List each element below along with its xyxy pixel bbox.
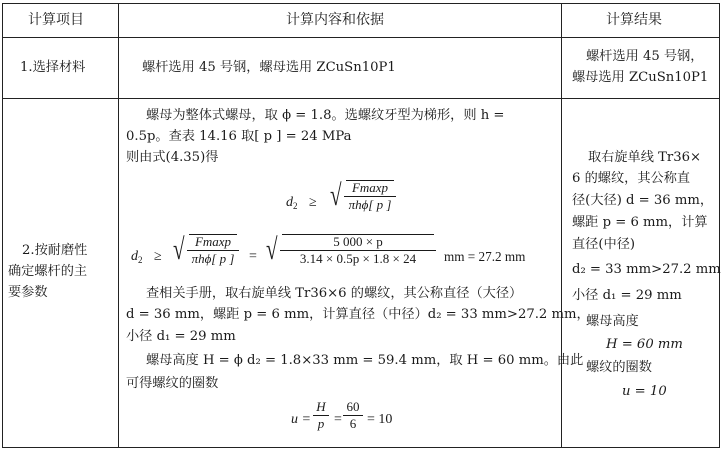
- sqrt-symbol-3: √: [266, 233, 278, 266]
- formula3-fraction-1: H p: [313, 399, 329, 432]
- formula3-fraction-2: 60 6: [343, 399, 363, 432]
- header-divider: [2, 37, 720, 38]
- result-line-7: 小径 d₁ = 29 mm: [572, 288, 682, 303]
- sqrt-symbol-2: √: [173, 233, 185, 266]
- formula2-fraction-2: 5 000 × p 3.14 × 0.5p × 1.8 × 24: [280, 234, 436, 267]
- content-line-8: 可得螺纹的圈数: [126, 376, 219, 391]
- header-col-result: 计算结果: [606, 12, 662, 28]
- result-line-3: 径(大径) d = 36 mm，: [572, 193, 714, 208]
- table-border-bottom: [2, 447, 720, 448]
- formula1-op: ≥: [309, 195, 317, 210]
- result-line-2: 6 的螺纹，其公称直: [572, 171, 691, 186]
- content-line-6: 小径 d₁ = 29 mm: [126, 329, 236, 344]
- result-line-6: d₂ = 33 mm>27.2 mm: [572, 262, 721, 277]
- header-col-content: 计算内容和依据: [286, 12, 384, 28]
- formula2-result: mm = 27.2 mm: [444, 249, 526, 264]
- content-line-5: d = 36 mm，螺距 p = 6 mm，计算直径（中径）d₂ = 33 mm>27.2 mm，: [126, 307, 590, 322]
- header-col-item: 计算项目: [28, 12, 84, 28]
- formula2-op: ≥: [154, 249, 162, 264]
- content-line-3: 则由式(4.35)得: [126, 150, 219, 165]
- column-divider-1: [118, 3, 119, 448]
- formula2-fraction-1: Fmaxp πhϕ[ p ]: [187, 234, 239, 267]
- row1-content: 螺杆选用 45 号钢，螺母选用 ZCuSn10P1: [142, 60, 396, 75]
- row1-item: 1.选择材料: [20, 60, 86, 75]
- formula2-lhs: $d_2$: [131, 249, 143, 265]
- content-line-1: 螺母为整体式螺母，取 ϕ = 1.8。选螺纹牙型为梯形，则 h =: [146, 108, 505, 123]
- result-line-5: 直径(中径): [572, 237, 636, 252]
- row1-result-line1: 螺杆选用 45 号钢，: [586, 49, 704, 64]
- result-line-10: 螺纹的圈数: [586, 360, 652, 375]
- formula2-eq: =: [249, 249, 257, 264]
- result-line-11: u = 10: [622, 384, 667, 399]
- row2-item-line1: 2.按耐磨性: [22, 243, 88, 258]
- row-divider: [2, 98, 720, 99]
- formula1-lhs: $d_2$: [286, 195, 298, 211]
- formula1-fraction: Fmaxp πhϕ[ p ]: [344, 180, 396, 213]
- content-line-7: 螺母高度 H = ϕ d₂ = 1.8×33 mm = 59.4 mm，取 H = 60 mm。由此: [146, 353, 584, 368]
- table-border-top: [2, 3, 720, 4]
- column-divider-2: [561, 3, 562, 448]
- content-line-4: 查相关手册，取右旋单线 Tr36×6 的螺纹，其公称直径（大径）: [146, 286, 523, 301]
- result-line-1: 取右旋单线 Tr36×: [588, 150, 702, 165]
- table-border-right: [719, 3, 720, 448]
- formula3-lhs: u =: [291, 412, 311, 427]
- row2-item-line3: 要参数: [8, 285, 48, 300]
- result-line-9: H = 60 mm: [606, 337, 683, 352]
- table-border-left: [2, 3, 3, 448]
- result-line-4: 螺距 p = 6 mm，计算: [572, 215, 708, 230]
- row2-item-line2: 确定螺杆的主: [8, 264, 88, 279]
- formula3-eq: =: [334, 412, 342, 427]
- sqrt-symbol: √: [330, 179, 342, 212]
- formula3-tail: = 10: [367, 412, 393, 427]
- result-line-8: 螺母高度: [586, 314, 639, 329]
- row1-result-line2: 螺母选用 ZCuSn10P1: [572, 70, 709, 85]
- content-line-2: 0.5p。查表 14.16 取[ p ] = 24 MPa: [126, 129, 352, 144]
